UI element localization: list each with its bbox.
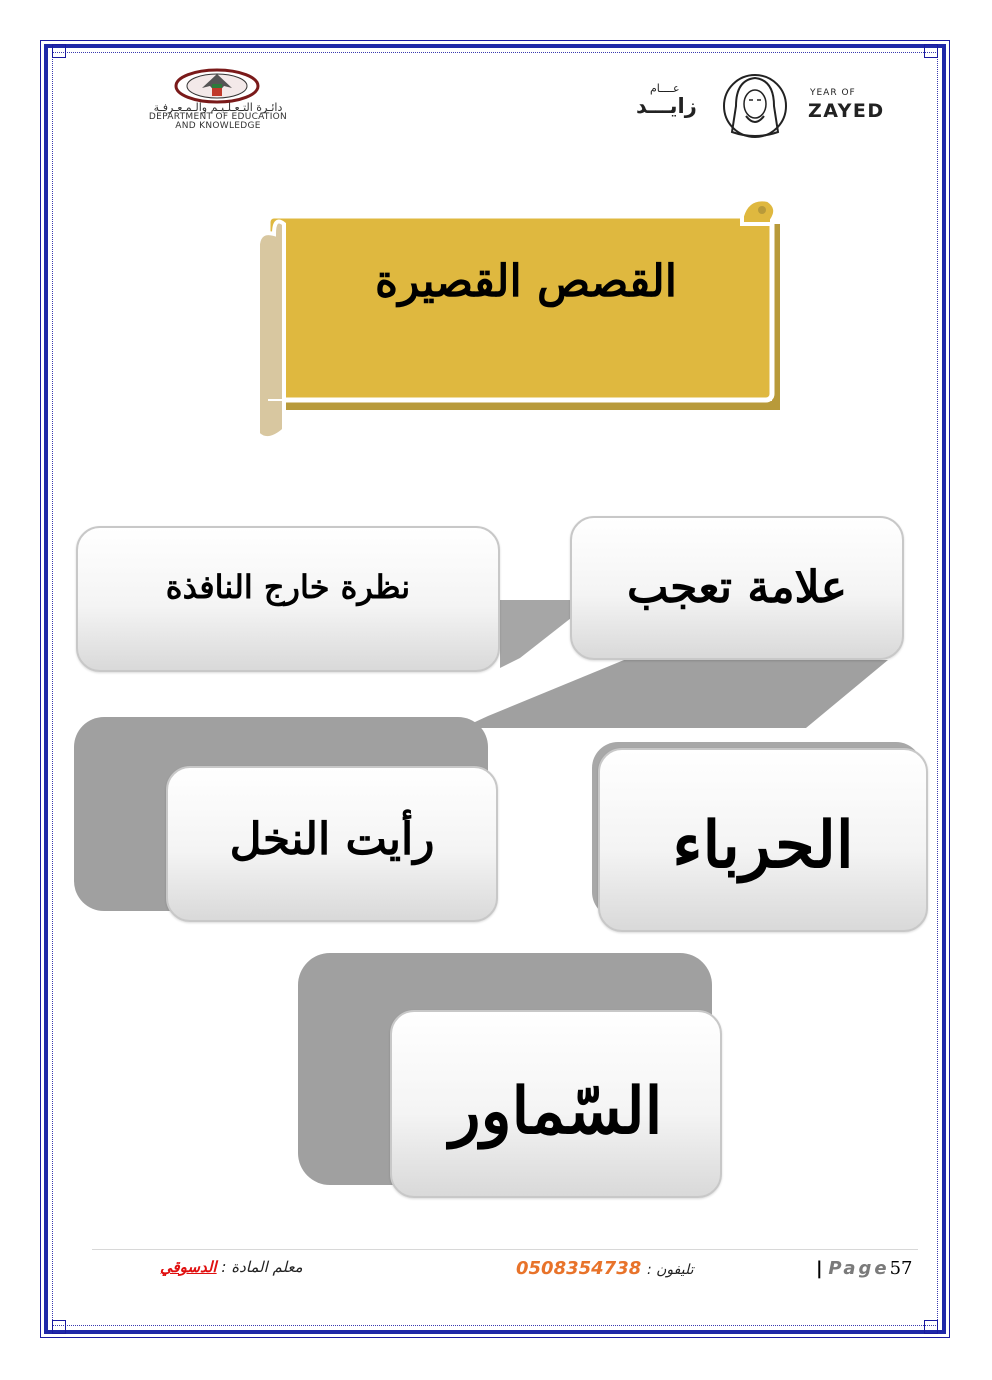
year-arabic-small: عــــام	[650, 82, 680, 95]
story-title: رأيت النخل	[229, 814, 435, 865]
story-title: نظرة خارج النافذة	[165, 568, 411, 606]
teacher-credit	[160, 1258, 303, 1276]
story-card-alamat-taajob[interactable]	[570, 516, 904, 660]
year-english-small: YEAR OF	[810, 88, 856, 98]
year-arabic-large: زايـــد	[636, 94, 697, 118]
year-english-large: ZAYED	[808, 100, 885, 122]
phone-credit	[516, 1258, 694, 1279]
page-label: Page	[828, 1258, 890, 1279]
story-card-alharbaa[interactable]	[598, 748, 928, 932]
story-title: السّماور	[449, 1074, 663, 1149]
story-card-raayt-alnakhl[interactable]	[166, 766, 498, 922]
story-card-alsamawar[interactable]	[390, 1010, 722, 1198]
page-title: القصص القصيرة	[375, 256, 677, 307]
page-number-block	[816, 1258, 913, 1279]
footer-separator: |	[816, 1258, 823, 1279]
department-arabic-name: دائـرة التـعـلـيـم والـمـعـرفـة	[153, 101, 283, 114]
teacher-name: الدسوقي	[160, 1258, 217, 1276]
page-number: 57	[889, 1258, 913, 1279]
phone-number: 0508354738	[516, 1258, 642, 1279]
story-title: الحرباء	[672, 808, 854, 883]
teacher-label: معلم المادة :	[221, 1258, 303, 1276]
story-card-nazra-kharij-alnafitha[interactable]	[76, 526, 500, 672]
phone-label: تليفون :	[646, 1262, 694, 1278]
story-title: علامة تعجب	[626, 562, 848, 613]
footer-divider	[92, 1249, 918, 1250]
department-english-name: DEPARTMENT OF EDUCATION AND KNOWLEDGE	[148, 112, 288, 131]
